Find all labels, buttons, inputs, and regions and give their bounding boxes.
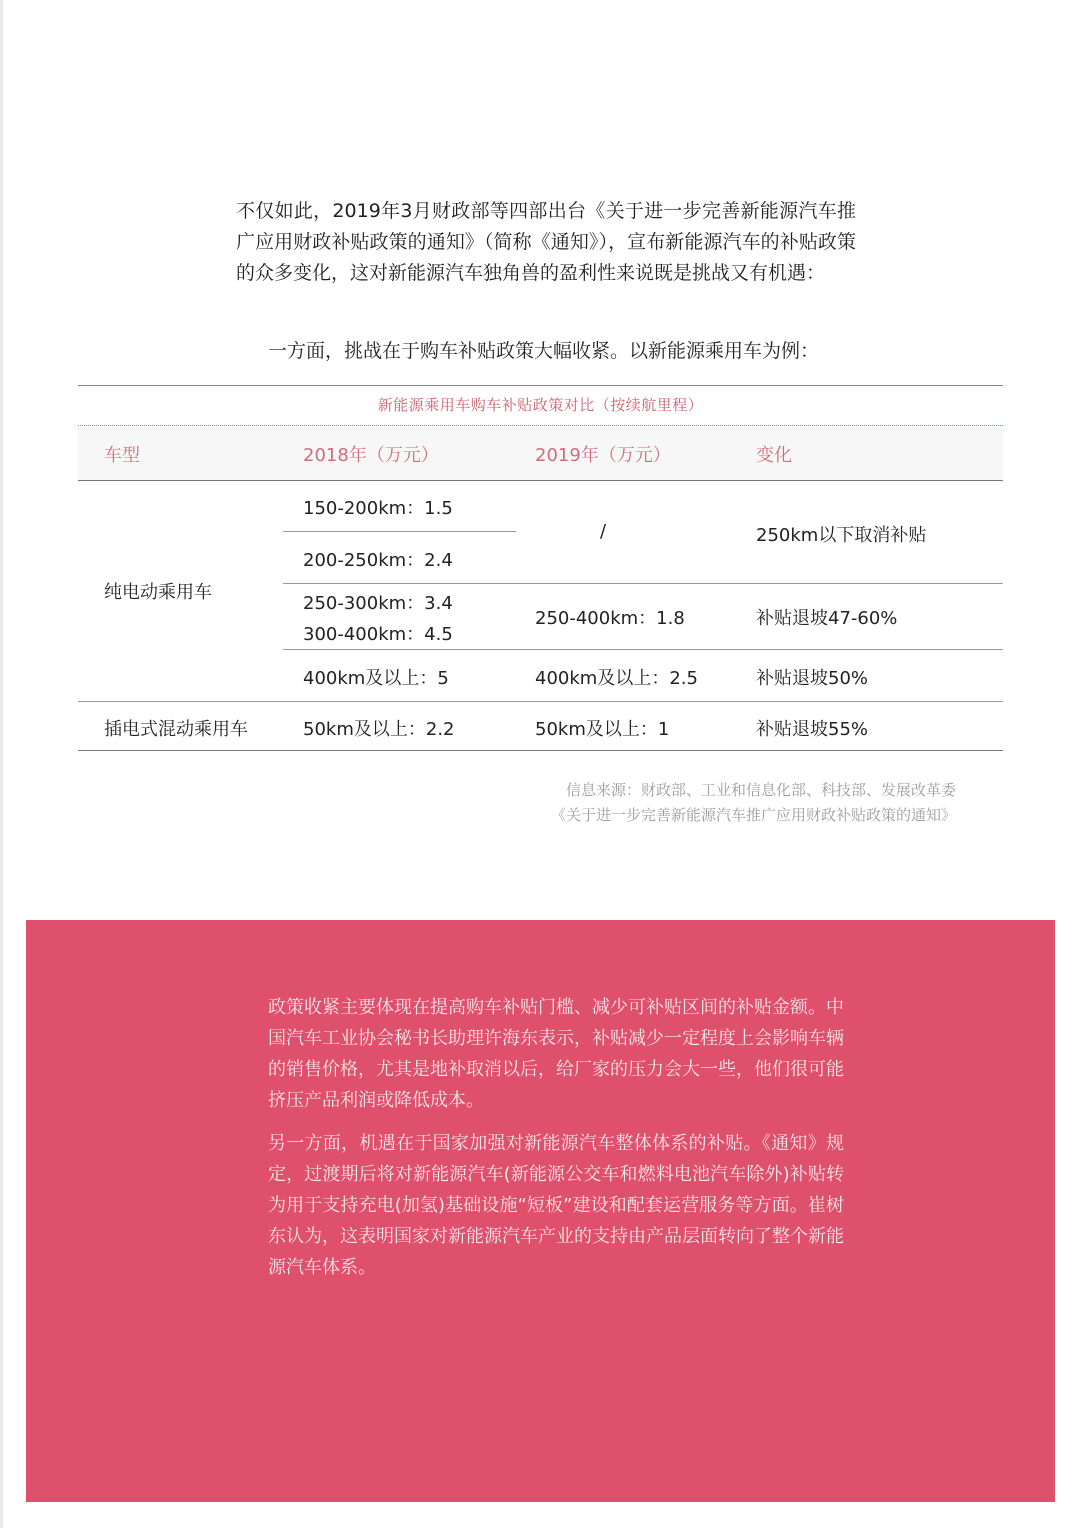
- cell-bev-change-r12: 250km以下取消补贴: [756, 525, 927, 546]
- intro-paragraph: [236, 196, 856, 289]
- cell-bev-2019-r12: /: [600, 521, 607, 542]
- intro-text: 不仅如此，2019年3月财政部等四部出台《关于进一步完善新能源汽车推广应用财政补贴政策的通知》（简称《通知》），宣布新能源汽车的补贴政策的众多变化，这对新能源汽车独角兽的盈利性来说既是挑战又有机遇：: [236, 200, 856, 284]
- source-note: [551, 778, 956, 828]
- table-caption: 新能源乘用车购车补贴政策对比（按续航里程）: [377, 396, 704, 414]
- cell-phev-2019: 50km及以上：1: [535, 719, 670, 740]
- caption-divider: [78, 425, 1003, 426]
- header-bottom-rule: [78, 480, 1003, 481]
- cell-phev-2018: 50km及以上：2.2: [303, 719, 455, 740]
- row-divider: [283, 583, 1003, 584]
- header-vehicle-type: 车型: [104, 445, 140, 466]
- cell-bev-2018-r3b: 300-400km：4.5: [303, 624, 453, 645]
- lead-sentence: 一方面，挑战在于购车补贴政策大幅收紧。以新能源乘用车为例：: [268, 340, 820, 362]
- panel-text: [268, 992, 844, 1295]
- header-2018: 2018年（万元）: [303, 445, 439, 466]
- cell-bev-2018-r1: 150-200km：1.5: [303, 498, 453, 519]
- cell-phev-change: 补贴退坡55%: [756, 719, 869, 740]
- source-line-1: 信息来源：财政部、工业和信息化部、科技部、发展改革委: [565, 781, 956, 799]
- panel-paragraph-1: 政策收紧主要体现在提高购车补贴门槛、减少可补贴区间的补贴金额。中国汽车工业协会秘书长助理许海东表示，补贴减少一定程度上会影响车辆的销售价格，尤其是地补取消以后，给厂家的压力会大一些，他们很可能挤压产品利润或降低成本。: [268, 997, 844, 1111]
- cell-bev-change-r3: 补贴退坡47-60%: [756, 608, 898, 629]
- cell-type-bev: 纯电动乘用车: [104, 582, 212, 603]
- group-divider: [78, 701, 1003, 702]
- cell-bev-2018-r3a: 250-300km：3.4: [303, 593, 453, 614]
- cell-bev-2019-r4: 400km及以上：2.5: [535, 668, 698, 689]
- cell-type-phev: 插电式混动乘用车: [104, 719, 248, 740]
- cell-bev-change-r4: 补贴退坡50%: [756, 668, 869, 689]
- table-top-rule: [78, 385, 1003, 386]
- table-bottom-rule: [78, 750, 1003, 751]
- row-divider-partial: [283, 531, 516, 532]
- panel-paragraph-2: 另一方面，机遇在于国家加强对新能源汽车整体体系的补贴。《通知》规定，过渡期后将对新能源汽车(新能源公交车和燃料电池汽车除外)补贴转为用于支持充电(加氢)基础设施“短板”建设和配套运营服务等方面。崔树东认为，这表明国家对新能源汽车产业的支持由产品层面转向了整个新能源汽车体系。: [268, 1133, 844, 1278]
- source-line-2: 《关于进一步完善新能源汽车推广应用财政补贴政策的通知》: [550, 806, 956, 824]
- cell-bev-2018-r4: 400km及以上：5: [303, 668, 449, 689]
- header-change: 变化: [756, 445, 792, 466]
- cell-bev-2018-r2: 200-250km：2.4: [303, 550, 453, 571]
- page-edge: [0, 0, 3, 1528]
- header-2019: 2019年（万元）: [535, 445, 671, 466]
- cell-bev-2019-r3: 250-400km：1.8: [535, 608, 685, 629]
- row-divider: [283, 649, 1003, 650]
